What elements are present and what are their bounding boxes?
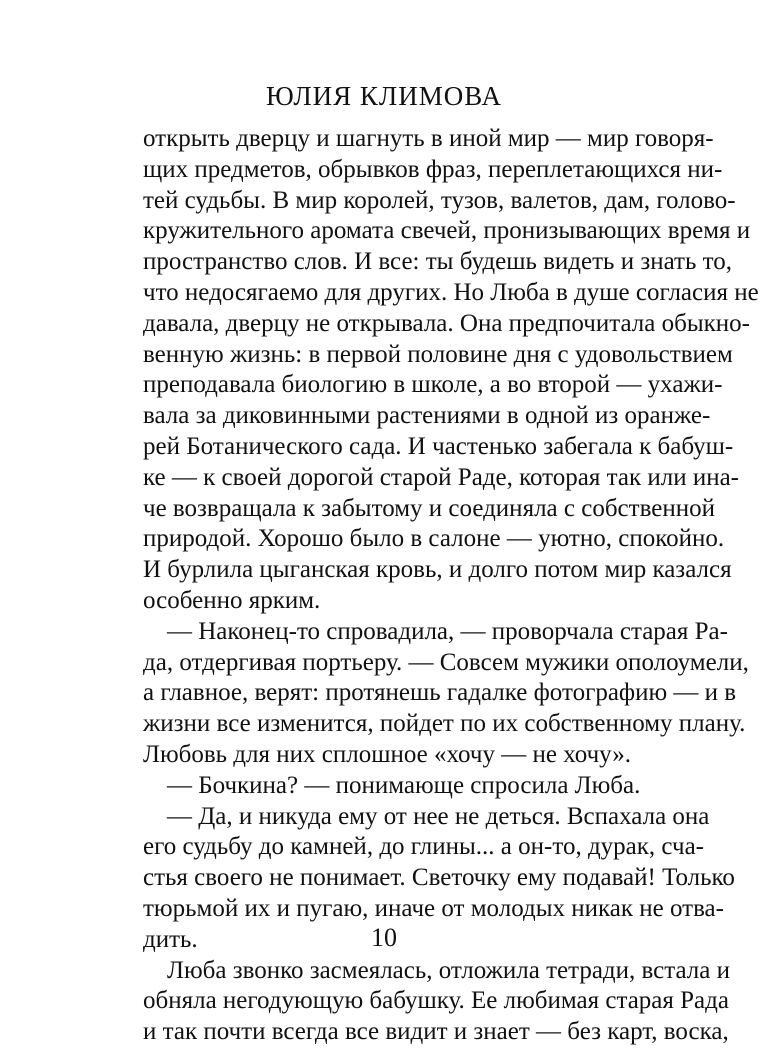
running-head-author: ЮЛИЯ КЛИМОВА	[265, 81, 503, 111]
text-line: да, отдергивая портьеру. — Совсем мужики ополоумели,	[143, 648, 749, 676]
text-line: венную жизнь: в первой половине дня с удовольствием	[143, 340, 733, 368]
text-line: рей Ботанического сада. И частенько забегала к бабуш-	[143, 432, 734, 460]
text-line: давала, дверцу не открывала. Она предпочитала обыкно-	[143, 309, 750, 337]
text-line: его судьбу до камней, до глины... а он-то, дурак, сча-	[143, 833, 704, 861]
text-line: особенно ярким.	[143, 586, 321, 614]
text-line: вала за диковинными растениями в одной из оранже-	[143, 402, 711, 430]
text-line: — Наконец-то спровадила, — проворчала старая Ра-	[167, 617, 728, 645]
text-line: дить.	[143, 925, 198, 953]
text-line: природой. Хорошо было в салоне — уютно, спокойно.	[143, 525, 725, 553]
text-line: преподавала биологию в школе, а во второй — ухажи-	[143, 371, 723, 399]
text-line: ке — к своей дорогой старой Раде, которая так или ина-	[143, 463, 739, 491]
text-line: пространство слов. И все: ты будешь видеть и знать то,	[143, 248, 732, 276]
text-line: обняла негодующую бабушку. Ее любимая старая Рада	[143, 987, 729, 1015]
text-line: стья своего не понимает. Светочку ему подавай! Только	[143, 864, 735, 892]
text-line: — Бочкина? — понимающе спросила Люба.	[167, 771, 641, 799]
text-line: Любовь для них сплошное «хочу — не хочу».	[143, 740, 632, 768]
text-line: кружительного аромата свечей, пронизывающих время и	[143, 217, 751, 245]
text-line: что недосягаемо для других. Но Люба в душе согласия не	[143, 278, 759, 306]
text-line: жизни все изменится, пойдет по их собственному плану.	[143, 710, 746, 738]
text-line: Люба звонко засмеялась, отложила тетради, встала и	[167, 956, 731, 984]
text-line: щих предметов, обрывков фраз, переплетающихся ни-	[143, 155, 723, 183]
text-line: и так почти всегда все видит и знает — без карт, воска,	[143, 1018, 729, 1046]
text-line: а главное, верят: протянешь гадалке фотографию — и в	[143, 679, 737, 707]
text-line: тей судьбы. В мир королей, тузов, валетов, дам, голово-	[143, 186, 736, 214]
text-line: тюрьмой их и пугаю, иначе от молодых никак не отва-	[143, 894, 724, 922]
text-line: открыть дверцу и шагнуть в иной мир — мир говоря-	[143, 125, 714, 152]
text-line: че возвращала к забытому и соединяла с собственной	[143, 494, 715, 522]
text-line: И бурлила цыганская кровь, и долго потом мир казался	[143, 556, 732, 584]
body-text	[143, 124, 759, 1048]
text-line: — Да, и никуда ему от нее не деться. Вспахала она	[167, 802, 710, 830]
page-number: 10	[371, 923, 397, 952]
